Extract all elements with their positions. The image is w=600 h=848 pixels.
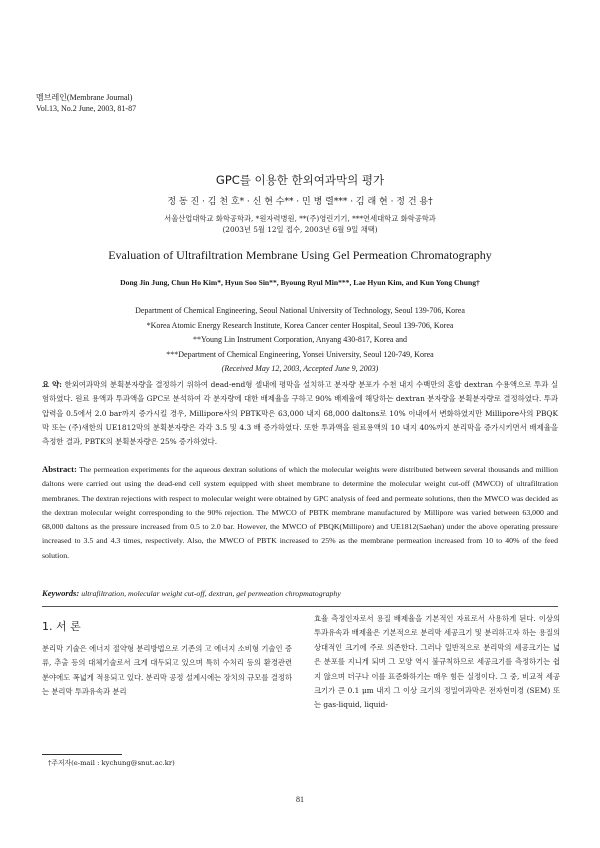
section-heading: 1. 서 론 [42,620,81,633]
english-title: Evaluation of Ultrafiltration Membrane Using Gel Permeation Chromatography [108,248,492,262]
right-column [314,612,560,713]
affiliation-line: ***Department of Chemical Engineering, Yonsei University, Seoul 120-749, Korea [166,349,434,359]
korean-abstract-text: 한외여과막의 분획분자량을 결정하기 위하여 dead-end형 셀내에 평막을 설치하고 분자량 분포가 수천 내지 수백만의 혼합 dextran 수용액으로 투과 실험하였다. 원료 용액과 투과액을 GPC로 분석하여 각 분자량에 대한 배제율을 구하고 90% 배제율에 해당하는 dextran 분자량을 분획분자량로 결정하였다. 투과압력을 0.5에서 2.0 bar까지 증가시킬 경우, Millipore사의 PBTK막은 63,000 내지 68,000 daltons로 10% 이내에서 변화하였지만 Millipore사의 PBQK 막 또는 (주)새한의 UE1812막의 분획분자량은 각각 3.5 및 4.3 배 증가하였다. 또한 투과액을 원료용액의 10 내지 40%까지 분리막을 증가시키면서 배제율을 측정한 결과, PBTK의 분획분자량은 25% 증가하였다. [42,380,558,447]
keywords-text: ultrafiltration, molecular weight cut-off, dextran, gel permeation chropmatography [81,589,341,598]
keywords [42,588,558,598]
keywords-label: Keywords: [42,588,80,598]
footnote-divider [42,754,122,755]
affiliation-line: *Korea Atomic Energy Research Institute, Korea Cancer center Hospital, Seoul 139-706, Korea [146,320,454,330]
korean-affiliations [0,213,600,235]
affiliation-line: **Young Lin Instrument Corporation, Anyang 430-817, Korea and [192,335,408,344]
korean-received-dates: (2003년 5월 12일 접수, 2003년 6월 9일 채택) [222,225,378,234]
english-abstract [42,462,558,563]
korean-abstract-label: 요 약: [42,380,62,389]
english-authors: Dong Jin Jung, Chun Ho Kim*, Hyun Soo Sin**, Byoung Ryul Min***, Lae Hyun Kim, and Kun Yong Chung† [120,278,480,287]
journal-volume: Vol.13, No.2 June, 2003, 81-87 [36,104,137,113]
left-column-text: 분리막 기술은 에너지 절약형 분리방법으로 기존의 고 에너지 소비형 기술인 증류, 추출 등의 대체기술로서 크게 대두되고 있으며 특히 수처리 등의 환경관련 분야에도 폭넓게 적용되고 있다. 분리막 공정 설계시에는 장치의 규모를 결정하는 분리막 투과유속과 분리 [42,644,292,697]
korean-title: GPC를 이용한 한외여과막의 평가 [215,173,385,187]
korean-abstract [42,378,558,449]
section-divider [42,606,558,607]
english-abstract-text: The permeation experiments for the aqueous dextran solutions of which the molecular weights were distributed between several thousands and million daltons were carried out using the dead-end cell system equipped with sheet membrane to determine the molecular weight cut-off (MWCO) of ultrafiltration membranes. The dextran rejections with respect to molecular weight were obtained by GPC analysis of feed and permeate solutions, then the MWCO was decided as the dextran molecular weight corresponding to the 90% rejection. The MWCO of PBTK membrane manufactured by Millipore was varied between 63,000 and 68,000 daltons as the pressure increased from 0.5 to 2.0 bar. However, the MWCO of PBQK(Millipore) and UE1812(Saehan) under the above operating pressure increased to 3.5 and 4.3 times, respectively. Also, the MWCO of PBTK increased to 25% as the membrane permeation increased from 10 to 40% of the feed solution. [42,465,558,560]
footnote: †주저자(e-mail : kychung@snut.ac.kr) [48,759,175,767]
page-number: 81 [296,795,304,804]
right-column-text: 효율 측정인자로서 용질 배제율을 기본적인 자료로서 사용하게 된다. 이상의 투과유속과 배제율은 기본적으로 분리막 세공크기 및 분리하고자 하는 용질의 상대적인 크기에 주로 의존한다. 그러나 일반적으로 분리막의 세공크기는 넓은 분포를 지니게 되며 그 모양 역시 불규칙하므로 세공크기를 측정하기는 쉽지 않으며 더구나 이를 표준화하기는 매우 힘든 실정이다. 그 중, 비교적 세공크기가 큰 0.1 μm 내지 그 이상 크기의 정밀여과막은 전자현미경 (SEM) 또는 gas-liquid, liquid- [314,614,560,710]
korean-affiliation-line: 서울산업대학교 화학공학과, *원자력병원, **(주)영린기기, ***연세대학교 화학공학과 [164,214,436,223]
english-abstract-label: Abstract: [42,464,77,474]
journal-name: 멤브레인(Membrane Journal) [36,93,133,102]
korean-authors: 정 동 진 · 김 천 호* · 신 현 수** · 민 병 렬*** · 김 래 현 · 정 건 용† [167,197,433,207]
english-affiliations [0,304,600,377]
left-column [42,612,292,700]
journal-info [36,92,136,114]
english-received-dates: (Received May 12, 2003, Accepted June 9, 2003) [221,364,379,373]
affiliation-line: Department of Chemical Engineering, Seoul National University of Technology, Seoul 139-706, Korea [135,306,465,315]
